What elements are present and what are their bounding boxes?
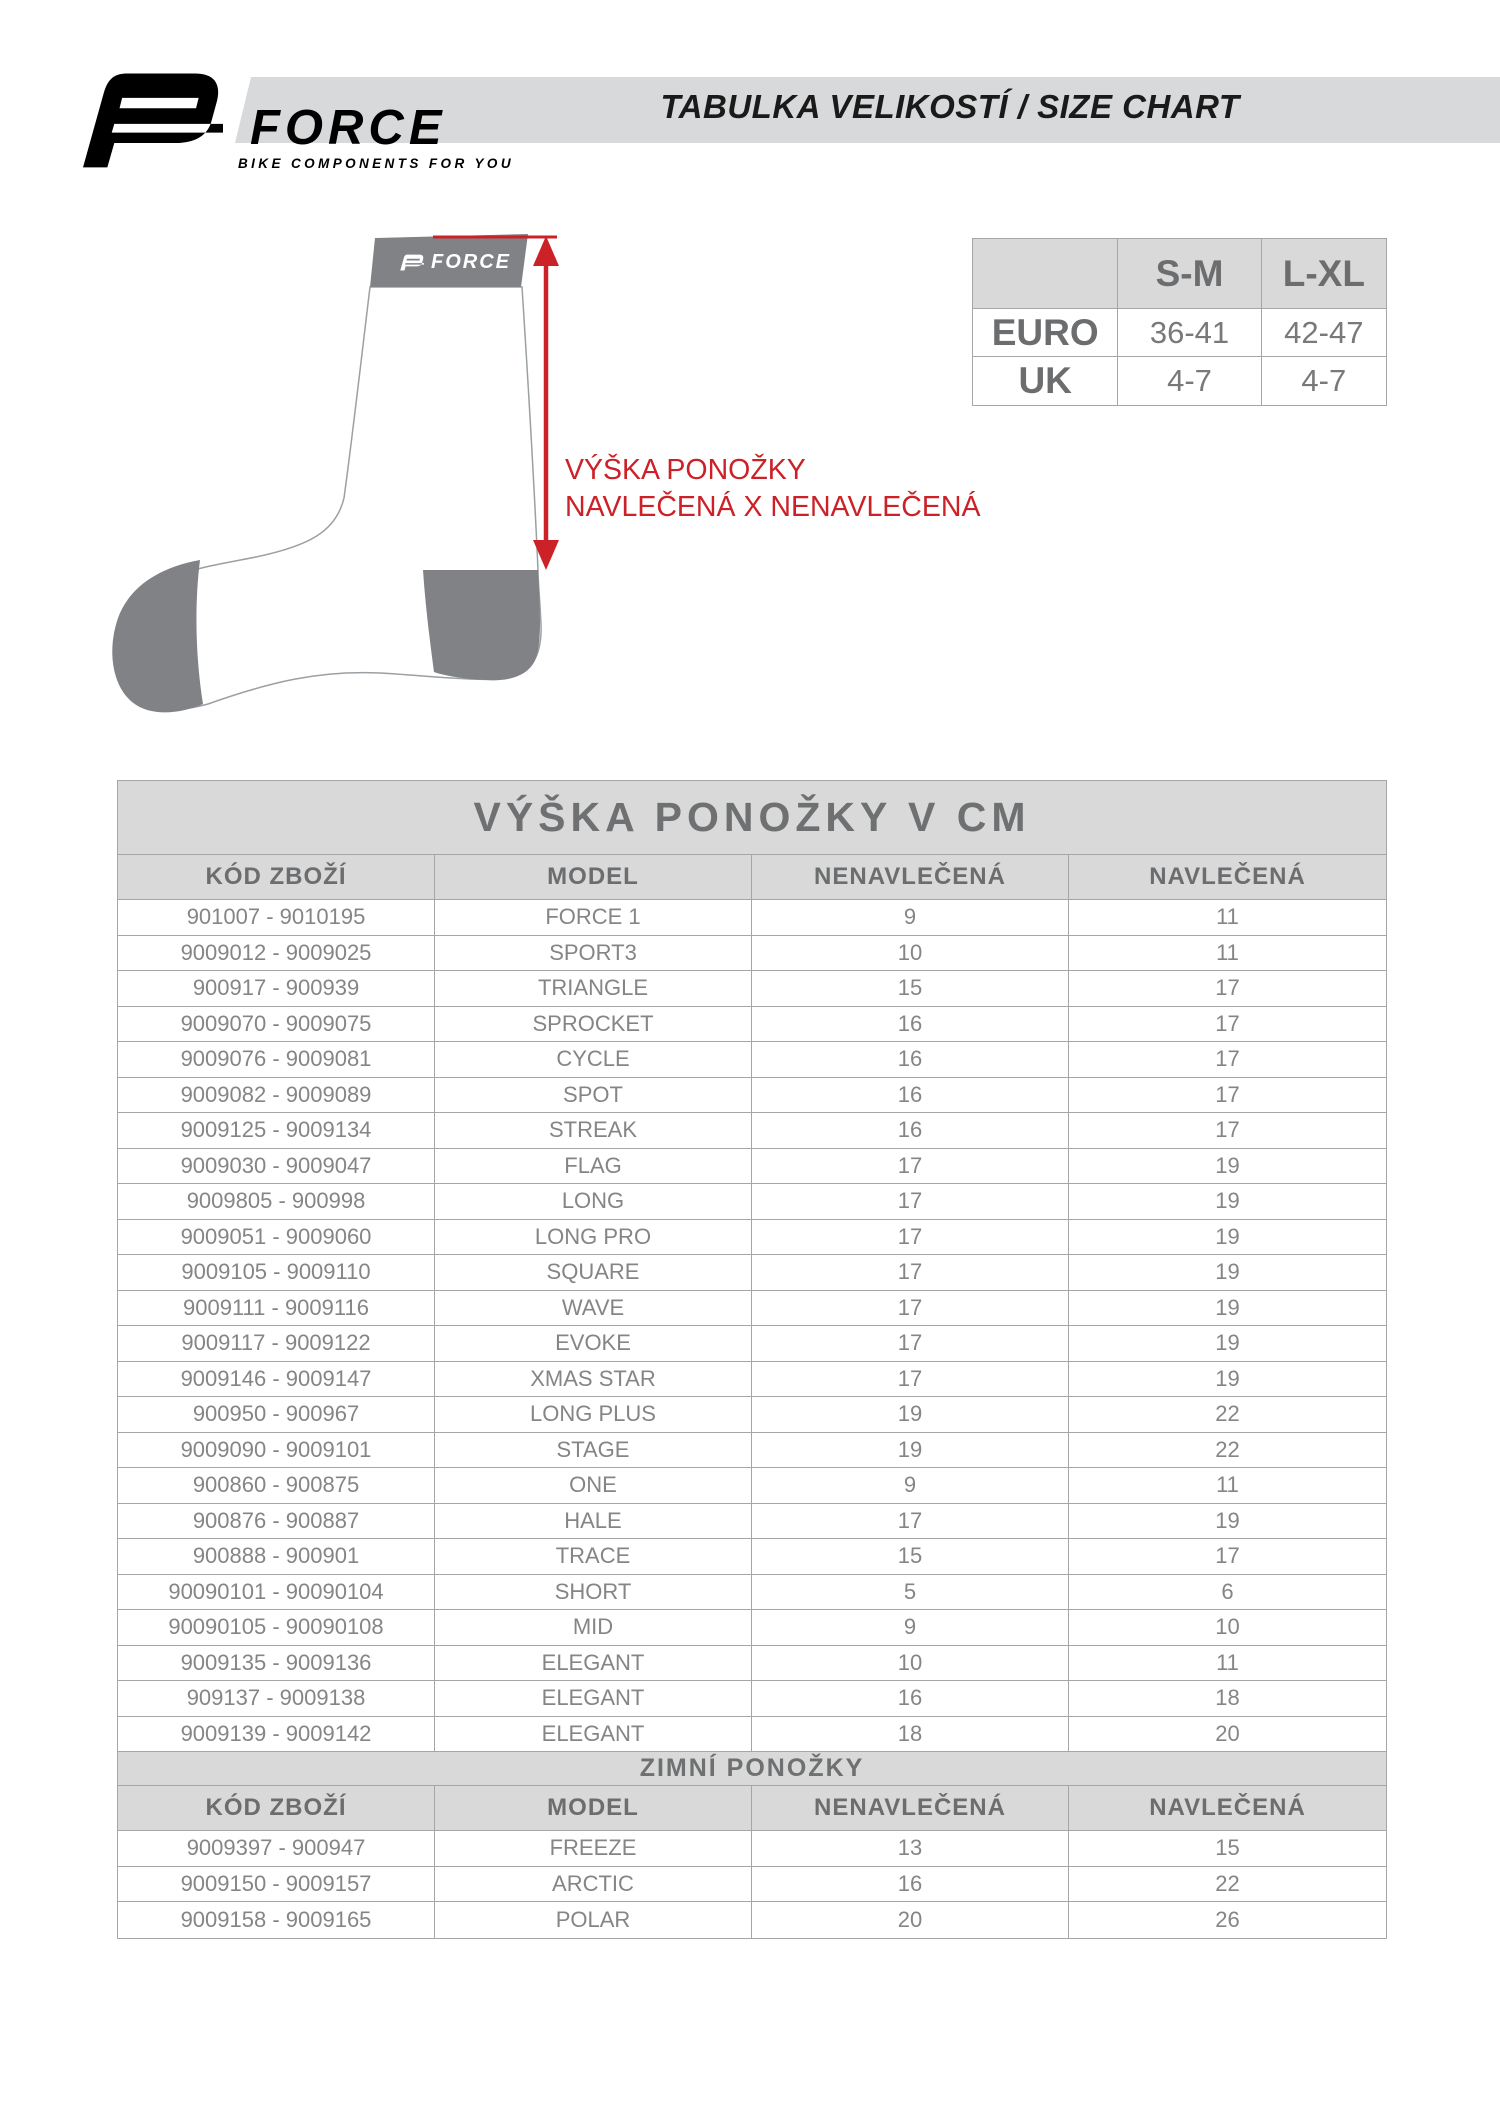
table-cell: 17 bbox=[752, 1255, 1069, 1291]
table-cell: TRIANGLE bbox=[435, 971, 752, 1007]
table-cell: SPOT bbox=[435, 1078, 752, 1114]
sock-diagram bbox=[60, 220, 580, 730]
table-cell: 4-7 bbox=[1118, 357, 1261, 405]
table-cell: 19 bbox=[752, 1397, 1069, 1433]
table-row bbox=[118, 1867, 1386, 1903]
table-cell: CYCLE bbox=[435, 1042, 752, 1078]
table-cell: STAGE bbox=[435, 1433, 752, 1469]
table-row bbox=[118, 1575, 1386, 1611]
table-cell: 17 bbox=[752, 1220, 1069, 1256]
height-table-title: VÝŠKA PONOŽKY V CM bbox=[118, 781, 1386, 855]
table-cell: 17 bbox=[1069, 1042, 1386, 1078]
table-cell: 18 bbox=[752, 1717, 1069, 1753]
table-cell: 9009090 - 9009101 bbox=[118, 1433, 435, 1469]
table-cell: 9009125 - 9009134 bbox=[118, 1113, 435, 1149]
sock-height-label bbox=[565, 452, 981, 526]
table-cell: 9 bbox=[752, 900, 1069, 936]
table-row bbox=[118, 1220, 1386, 1256]
table-row bbox=[118, 1433, 1386, 1469]
page-title: TABULKA VELIKOSTÍ / SIZE CHART bbox=[660, 88, 1240, 125]
table-cell: 10 bbox=[1069, 1610, 1386, 1646]
table-cell: 900917 - 900939 bbox=[118, 971, 435, 1007]
table-cell: 6 bbox=[1069, 1575, 1386, 1611]
table-cell: 9009805 - 900998 bbox=[118, 1184, 435, 1220]
table-cell: S-M bbox=[1118, 239, 1261, 309]
table-cell: 900860 - 900875 bbox=[118, 1468, 435, 1504]
table-cell: NAVLEČENÁ bbox=[1069, 1786, 1386, 1831]
sock-cuff-logo bbox=[388, 247, 520, 277]
force-emblem-icon bbox=[58, 70, 228, 170]
table-row bbox=[973, 357, 1386, 405]
table-cell: MODEL bbox=[435, 1786, 752, 1831]
table-cell: 9009111 - 9009116 bbox=[118, 1291, 435, 1327]
height-table-header bbox=[118, 855, 1386, 900]
table-row bbox=[118, 971, 1386, 1007]
table-cell: 17 bbox=[1069, 1007, 1386, 1043]
table-cell: 9009139 - 9009142 bbox=[118, 1717, 435, 1753]
table-row bbox=[118, 1255, 1386, 1291]
table-cell: SPORT3 bbox=[435, 936, 752, 972]
table-cell: FREEZE bbox=[435, 1831, 752, 1867]
table-cell: XMAS STAR bbox=[435, 1362, 752, 1398]
table-cell: 9009117 - 9009122 bbox=[118, 1326, 435, 1362]
table-cell: 16 bbox=[752, 1007, 1069, 1043]
height-table-body bbox=[118, 900, 1386, 1752]
table-cell: 19 bbox=[1069, 1291, 1386, 1327]
table-row bbox=[118, 1504, 1386, 1540]
winter-table-header bbox=[118, 1786, 1386, 1831]
table-cell: 900888 - 900901 bbox=[118, 1539, 435, 1575]
table-cell: 10 bbox=[752, 936, 1069, 972]
table-cell: 19 bbox=[752, 1433, 1069, 1469]
table-row bbox=[118, 1291, 1386, 1327]
force-emblem-icon-small bbox=[397, 254, 424, 271]
table-row bbox=[118, 900, 1386, 936]
table-cell: HALE bbox=[435, 1504, 752, 1540]
table-cell: EURO bbox=[973, 309, 1118, 357]
table-cell: STREAK bbox=[435, 1113, 752, 1149]
table-cell: WAVE bbox=[435, 1291, 752, 1327]
table-row bbox=[118, 1362, 1386, 1398]
table-cell: KÓD ZBOŽÍ bbox=[118, 855, 435, 900]
table-row bbox=[118, 1610, 1386, 1646]
table-cell: 909137 - 9009138 bbox=[118, 1681, 435, 1717]
table-cell: 18 bbox=[1069, 1681, 1386, 1717]
table-cell: 13 bbox=[752, 1831, 1069, 1867]
table-cell: 9 bbox=[752, 1468, 1069, 1504]
table-cell: SHORT bbox=[435, 1575, 752, 1611]
table-cell: 42-47 bbox=[1262, 309, 1386, 357]
table-row bbox=[118, 1831, 1386, 1867]
height-table bbox=[117, 780, 1387, 1939]
winter-section-title: ZIMNÍ PONOŽKY bbox=[118, 1752, 1386, 1786]
table-cell: 20 bbox=[1069, 1717, 1386, 1753]
table-cell: 19 bbox=[1069, 1504, 1386, 1540]
table-cell: 5 bbox=[752, 1575, 1069, 1611]
table-cell: 9009135 - 9009136 bbox=[118, 1646, 435, 1682]
table-cell: 17 bbox=[1069, 971, 1386, 1007]
table-row bbox=[118, 1397, 1386, 1433]
table-cell: 19 bbox=[1069, 1184, 1386, 1220]
table-cell: 9009076 - 9009081 bbox=[118, 1042, 435, 1078]
table-row bbox=[118, 1078, 1386, 1114]
table-cell: ELEGANT bbox=[435, 1646, 752, 1682]
table-cell: 15 bbox=[752, 1539, 1069, 1575]
table-cell: 17 bbox=[1069, 1078, 1386, 1114]
sock-height-label-line2: NAVLEČENÁ X NENAVLEČENÁ bbox=[565, 491, 981, 523]
force-logo-tagline: BIKE COMPONENTS FOR YOU bbox=[238, 156, 514, 171]
table-cell: 9009150 - 9009157 bbox=[118, 1867, 435, 1903]
table-row bbox=[118, 1007, 1386, 1043]
table-cell: 17 bbox=[752, 1362, 1069, 1398]
table-cell: 9009105 - 9009110 bbox=[118, 1255, 435, 1291]
table-cell: 19 bbox=[1069, 1326, 1386, 1362]
table-cell: 19 bbox=[1069, 1255, 1386, 1291]
table-cell: UK bbox=[973, 357, 1118, 405]
winter-table-body bbox=[118, 1831, 1386, 1938]
table-cell: KÓD ZBOŽÍ bbox=[118, 1786, 435, 1831]
table-cell: 9009051 - 9009060 bbox=[118, 1220, 435, 1256]
table-cell: 9009070 - 9009075 bbox=[118, 1007, 435, 1043]
table-cell: 17 bbox=[1069, 1539, 1386, 1575]
table-cell: 10 bbox=[752, 1646, 1069, 1682]
table-cell: 16 bbox=[752, 1867, 1069, 1903]
table-cell: 16 bbox=[752, 1042, 1069, 1078]
sock-toe bbox=[112, 560, 203, 712]
table-cell: MID bbox=[435, 1610, 752, 1646]
table-cell: MODEL bbox=[435, 855, 752, 900]
table-cell: ONE bbox=[435, 1468, 752, 1504]
table-cell: NENAVLEČENÁ bbox=[752, 1786, 1069, 1831]
table-cell: 22 bbox=[1069, 1397, 1386, 1433]
table-cell: 11 bbox=[1069, 1468, 1386, 1504]
table-cell: 16 bbox=[752, 1681, 1069, 1717]
table-cell: 36-41 bbox=[1118, 309, 1261, 357]
table-row bbox=[118, 1902, 1386, 1938]
force-logo-wordmark: FORCE bbox=[250, 101, 447, 155]
size-conversion-table bbox=[972, 238, 1387, 406]
table-header-row bbox=[973, 239, 1386, 309]
table-cell: 17 bbox=[752, 1326, 1069, 1362]
table-cell: 16 bbox=[752, 1078, 1069, 1114]
table-cell: 90090101 - 90090104 bbox=[118, 1575, 435, 1611]
table-cell: LONG bbox=[435, 1184, 752, 1220]
table-cell: L-XL bbox=[1262, 239, 1386, 309]
table-cell: 90090105 - 90090108 bbox=[118, 1610, 435, 1646]
table-cell: 15 bbox=[752, 971, 1069, 1007]
table-cell: 9 bbox=[752, 1610, 1069, 1646]
table-cell: 900950 - 900967 bbox=[118, 1397, 435, 1433]
table-cell: 19 bbox=[1069, 1362, 1386, 1398]
table-cell: 17 bbox=[752, 1149, 1069, 1185]
table-row bbox=[118, 1042, 1386, 1078]
table-cell: 19 bbox=[1069, 1220, 1386, 1256]
table-row bbox=[118, 1326, 1386, 1362]
table-row bbox=[118, 1113, 1386, 1149]
measure-arrowhead-top bbox=[533, 236, 559, 266]
table-cell: 15 bbox=[1069, 1831, 1386, 1867]
table-cell: 17 bbox=[752, 1291, 1069, 1327]
table-cell: 9009146 - 9009147 bbox=[118, 1362, 435, 1398]
table-cell: 11 bbox=[1069, 900, 1386, 936]
table-cell: 17 bbox=[752, 1504, 1069, 1540]
table-cell: 16 bbox=[752, 1113, 1069, 1149]
force-logo bbox=[58, 70, 538, 180]
table-cell: POLAR bbox=[435, 1902, 752, 1938]
table-row bbox=[118, 1184, 1386, 1220]
table-cell: 22 bbox=[1069, 1867, 1386, 1903]
table-cell: NAVLEČENÁ bbox=[1069, 855, 1386, 900]
table-row bbox=[118, 1539, 1386, 1575]
table-cell: 26 bbox=[1215, 1906, 1240, 1932]
table-cell: 4-7 bbox=[1301, 363, 1347, 398]
table-cell: 9009158 - 9009165 bbox=[118, 1902, 435, 1938]
table-cell: 901007 - 9010195 bbox=[118, 900, 435, 936]
table-cell: 9009082 - 9009089 bbox=[118, 1078, 435, 1114]
table-row bbox=[118, 1468, 1386, 1504]
table-cell: ELEGANT bbox=[435, 1717, 752, 1753]
table-cell: LONG PRO bbox=[435, 1220, 752, 1256]
sock-heel bbox=[423, 570, 540, 680]
table-cell: 900876 - 900887 bbox=[118, 1504, 435, 1540]
table-cell: 17 bbox=[1069, 1113, 1386, 1149]
table-cell bbox=[973, 239, 1118, 309]
table-row bbox=[118, 1717, 1386, 1753]
table-cell: LONG PLUS bbox=[435, 1397, 752, 1433]
table-cell: NENAVLEČENÁ bbox=[752, 855, 1069, 900]
table-cell: EVOKE bbox=[435, 1326, 752, 1362]
table-cell: ARCTIC bbox=[435, 1867, 752, 1903]
table-cell: SPROCKET bbox=[435, 1007, 752, 1043]
table-cell: 9009012 - 9009025 bbox=[118, 936, 435, 972]
table-cell: 22 bbox=[1069, 1433, 1386, 1469]
table-cell: 11 bbox=[1069, 1646, 1386, 1682]
table-cell: 20 bbox=[752, 1902, 1069, 1938]
table-cell: 19 bbox=[1069, 1149, 1386, 1185]
table-cell: 9009030 - 9009047 bbox=[118, 1149, 435, 1185]
table-row bbox=[118, 1149, 1386, 1185]
table-cell: ELEGANT bbox=[435, 1681, 752, 1717]
table-row bbox=[973, 309, 1386, 357]
table-cell: 17 bbox=[752, 1184, 1069, 1220]
table-cell: 9009397 - 900947 bbox=[118, 1831, 435, 1867]
table-row bbox=[118, 1646, 1386, 1682]
sock-cuff-brand: FORCE bbox=[431, 250, 511, 273]
table-row bbox=[118, 1681, 1386, 1717]
table-cell: TRACE bbox=[435, 1539, 752, 1575]
table-row bbox=[118, 936, 1386, 972]
table-cell: SQUARE bbox=[435, 1255, 752, 1291]
sock-height-label-line1: VÝŠKA PONOŽKY bbox=[565, 454, 806, 486]
table-cell: FLAG bbox=[435, 1149, 752, 1185]
table-cell: FORCE 1 bbox=[435, 900, 752, 936]
table-cell: 11 bbox=[1069, 936, 1386, 972]
